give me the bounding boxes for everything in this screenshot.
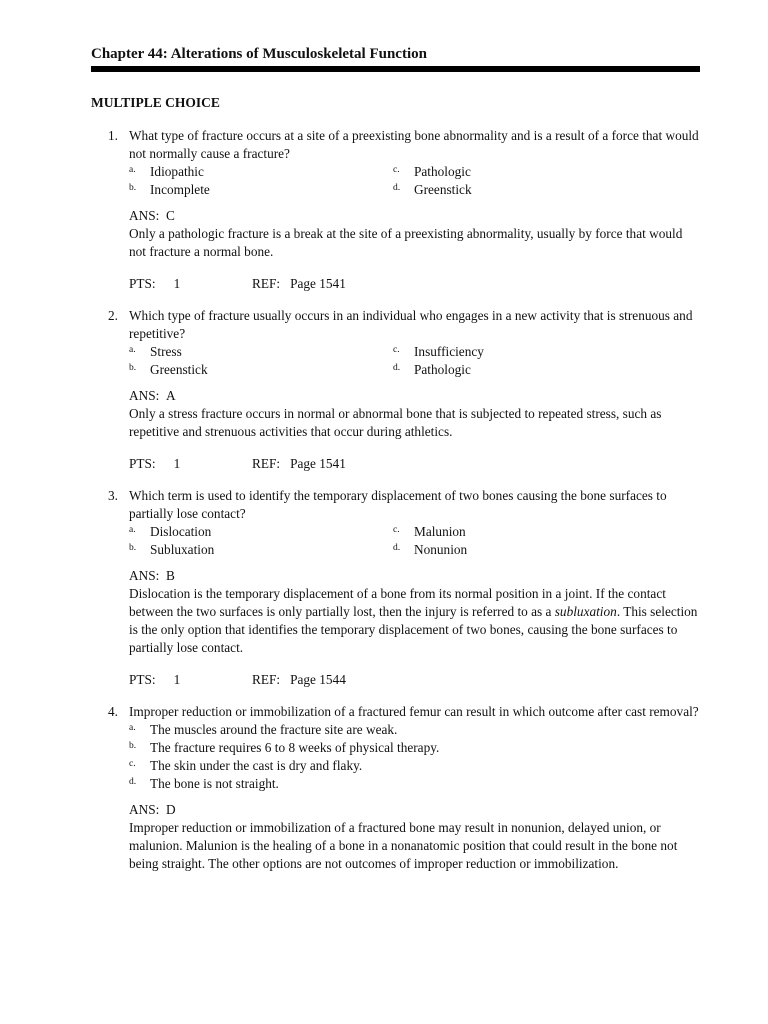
question-4 <box>91 703 701 873</box>
question-stem: Which term is used to identify the temporary displacement of two bones causing the bone surfaces to partially lose contact? <box>129 488 667 521</box>
pts-ref-row: PTS: 1 REF: Page 1544 <box>129 672 346 687</box>
reference-value: Page 1541 <box>290 456 346 471</box>
rationale: Improper reduction or immobilization of a fractured bone may result in nonunion, delayed union, or malunion. Malunion is the healing of a bone in a nonanatomic position that could result in the bone not being straight. The other options are not outcomes of improper reduction or immobilization. <box>129 820 678 871</box>
document-page <box>91 44 701 887</box>
option-c: c. The skin under the cast is dry and flaky. <box>129 758 363 773</box>
points-value: 1 <box>173 456 181 471</box>
options <box>129 343 701 379</box>
question-number: 4. <box>108 704 118 719</box>
title-rule <box>91 66 700 72</box>
option-d: d. Greenstick <box>393 182 472 197</box>
option-c: c. Insufficiency <box>393 344 484 359</box>
answer-line: ANS: B <box>129 568 175 583</box>
answer-letter: A <box>165 388 176 403</box>
reference-value: Page 1541 <box>290 276 346 291</box>
answer-letter: C <box>165 208 175 223</box>
points-value: 1 <box>173 276 181 291</box>
question-stem: What type of fracture occurs at a site of a preexisting bone abnormality and is a result of a force that would not normally cause a fracture? <box>129 128 699 161</box>
option-a: a. Dislocation <box>129 524 212 539</box>
answer-block <box>129 207 701 293</box>
question-stem: Improper reduction or immobilization of a fractured femur can result in which outcome after cast removal? <box>129 704 699 719</box>
options <box>129 721 701 793</box>
question-number: 2. <box>108 308 118 323</box>
rationale: Only a pathologic fracture is a break at the site of a preexisting abnormality, usually by force that would not fracture a normal bone. <box>129 226 683 259</box>
answer-letter: B <box>165 568 175 583</box>
rationale: Only a stress fracture occurs in normal or abnormal bone that is subjected to repeated stress, such as repetitive and strenuous activities that occur during athletics. <box>129 406 662 439</box>
option-a: a. Idiopathic <box>129 164 204 179</box>
option-d: d. The bone is not straight. <box>129 776 279 791</box>
points-value: 1 <box>173 672 181 687</box>
reference-value: Page 1544 <box>290 672 346 687</box>
option-b: b. Greenstick <box>129 362 208 377</box>
answer-block <box>129 387 701 473</box>
answer-line: ANS: D <box>129 802 176 817</box>
question-1 <box>91 127 701 293</box>
question-number: 1. <box>108 128 118 143</box>
rationale: Dislocation is the temporary displacement of a bone from its normal position in a joint. If the contact between the two surfaces is only partially lost, then the injury is referred to as a subluxation. This selection is the only option that identifies the temporary displacement of two bones, causing the bone surfaces to partially lose contact. <box>129 586 698 655</box>
option-d: d. Nonunion <box>393 542 468 557</box>
option-b: b. The fracture requires 6 to 8 weeks of physical therapy. <box>129 740 440 755</box>
question-2 <box>91 307 701 473</box>
answer-block <box>129 801 701 873</box>
answer-line: ANS: C <box>129 208 175 223</box>
option-a: a. The muscles around the fracture site are weak. <box>129 722 398 737</box>
section-heading: MULTIPLE CHOICE <box>91 95 220 110</box>
option-a: a. Stress <box>129 344 182 359</box>
chapter-title: Chapter 44: Alterations of Musculoskeletal Function <box>91 46 427 62</box>
pts-ref-row: PTS: 1 REF: Page 1541 <box>129 276 346 291</box>
option-d: d. Pathologic <box>393 362 471 377</box>
question-3 <box>91 487 701 689</box>
option-b: b. Incomplete <box>129 182 210 197</box>
italic-term: subluxation <box>554 604 617 619</box>
options <box>129 163 701 199</box>
question-stem: Which type of fracture usually occurs in an individual who engages in a new activity that is strenuous and repetitive? <box>129 308 693 341</box>
pts-ref-row: PTS: 1 REF: Page 1541 <box>129 456 346 471</box>
options <box>129 523 701 559</box>
option-c: c. Pathologic <box>393 164 471 179</box>
option-b: b. Subluxation <box>129 542 215 557</box>
question-number: 3. <box>108 488 118 503</box>
answer-block <box>129 567 701 689</box>
answer-line: ANS: A <box>129 388 176 403</box>
option-c: c. Malunion <box>393 524 466 539</box>
answer-letter: D <box>165 802 176 817</box>
